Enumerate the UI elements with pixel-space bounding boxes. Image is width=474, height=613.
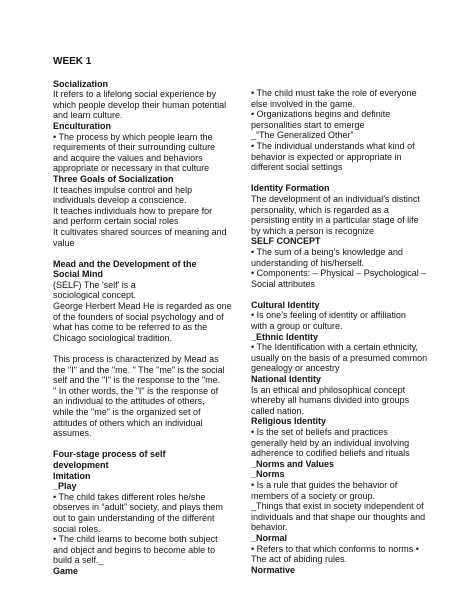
left-block: Socialization — [53, 78, 109, 89]
left-block: Mead and the Development of the Social Mind — [53, 258, 197, 280]
right-block: Normative — [251, 564, 296, 575]
left-block: WEEK 1 — [53, 56, 92, 67]
right-block: The development of an individual’s distinct personality, which is regarded as a persisting entity in a particular stage of life by which a person is recognize — [251, 193, 420, 236]
left-block: Game — [53, 565, 79, 576]
left-block: This process is characterized by Mead as the "I" and the "me. " The "me" is the social self and the "I" is the response to the "me. " In other words, the "I" is the response of an individual to the attitudes of others, while the "me" is the organized set of attitudes of others which an individual assumes. — [53, 354, 225, 439]
left-block — [53, 343, 239, 354]
right-block: • Is a rule that guides the behavior of members of a society or group. _Things that exist in society independent of individuals and that shape our thoughts and behavior. — [251, 479, 426, 533]
left-block: • The child takes different roles he/she observes in “adult” society, and plays them out to gain understanding of the different social roles. • The child learns to become both subject and object and begins to become able to build a self._ — [53, 491, 223, 566]
right-block: • The Identification with a certain ethnicity, usually on the basis of a presumed common genealogy or ancestry — [251, 342, 428, 374]
right-block: _Ethnic Identity — [251, 331, 319, 342]
right-block: _Normal — [251, 532, 288, 543]
right-block: • Refers to that which conforms to norms • The act of abiding rules. — [251, 543, 419, 565]
right-block: Is an ethical and philosophical concept whereby all humans divided into groups called nation. — [251, 384, 410, 416]
left-block: Three Goals of Socialization — [53, 173, 174, 184]
left-block: Enculturation — [53, 120, 111, 131]
right-block: • The child must take the role of everyone else involved in the game. • Organizations begins and definite personalities start to emerge _“The Generalized Other” • The individual understands what kind of behavior is expected or appropriate in different social settings — [251, 88, 417, 173]
right-block — [251, 289, 437, 300]
left-block — [53, 439, 239, 450]
right-block: _Norms and Values — [251, 458, 335, 469]
right-block: Identity Formation — [251, 183, 330, 194]
left-block: Four-stage process of self development — [53, 449, 166, 470]
right-block: SELF CONCEPT — [251, 236, 321, 247]
left-block: It refers to a lifelong social experience by which people develop their human potential and learn culture. — [53, 89, 227, 121]
right-block: Religious Identity — [251, 416, 327, 427]
right-block — [251, 173, 437, 184]
left-block — [53, 68, 239, 79]
right-block: _Norms — [251, 469, 285, 480]
right-block: Cultural Identity — [251, 299, 320, 310]
left-block: (SELF) The 'self' is a sociological concept. George Herbert Mead He is regarded as one of the founders of social psychology and of what has come to be referred to as the Chicago sociological tradition. — [53, 279, 232, 343]
right-block: • The sum of a being’s knowledge and understanding of his/herself. • Components: – Physical – Psychological – Social attributes — [251, 246, 427, 289]
left-block: • The process by which people learn the requirements of their surrounding culture and acquire the values and behaviors appropriate or necessary in that culture — [53, 131, 216, 174]
right-column — [251, 88, 437, 575]
right-block: National Identity — [251, 374, 322, 385]
left-block: _Play — [53, 481, 77, 492]
left-block — [53, 248, 239, 259]
right-block: • Is one’s feeling of identity or affiliation with a group or culture. — [251, 310, 406, 332]
left-block: Imitation — [53, 470, 91, 481]
right-block: • Is the set of beliefs and practices generally held by an individual involving adherence to codified beliefs and rituals — [251, 427, 410, 459]
left-block: It teaches impulse control and help individuals develop a conscience. It teaches individuals how to prepare for and perform certain social roles It cultivates shared sources of meaning and value — [53, 184, 227, 248]
left-column — [53, 56, 239, 577]
